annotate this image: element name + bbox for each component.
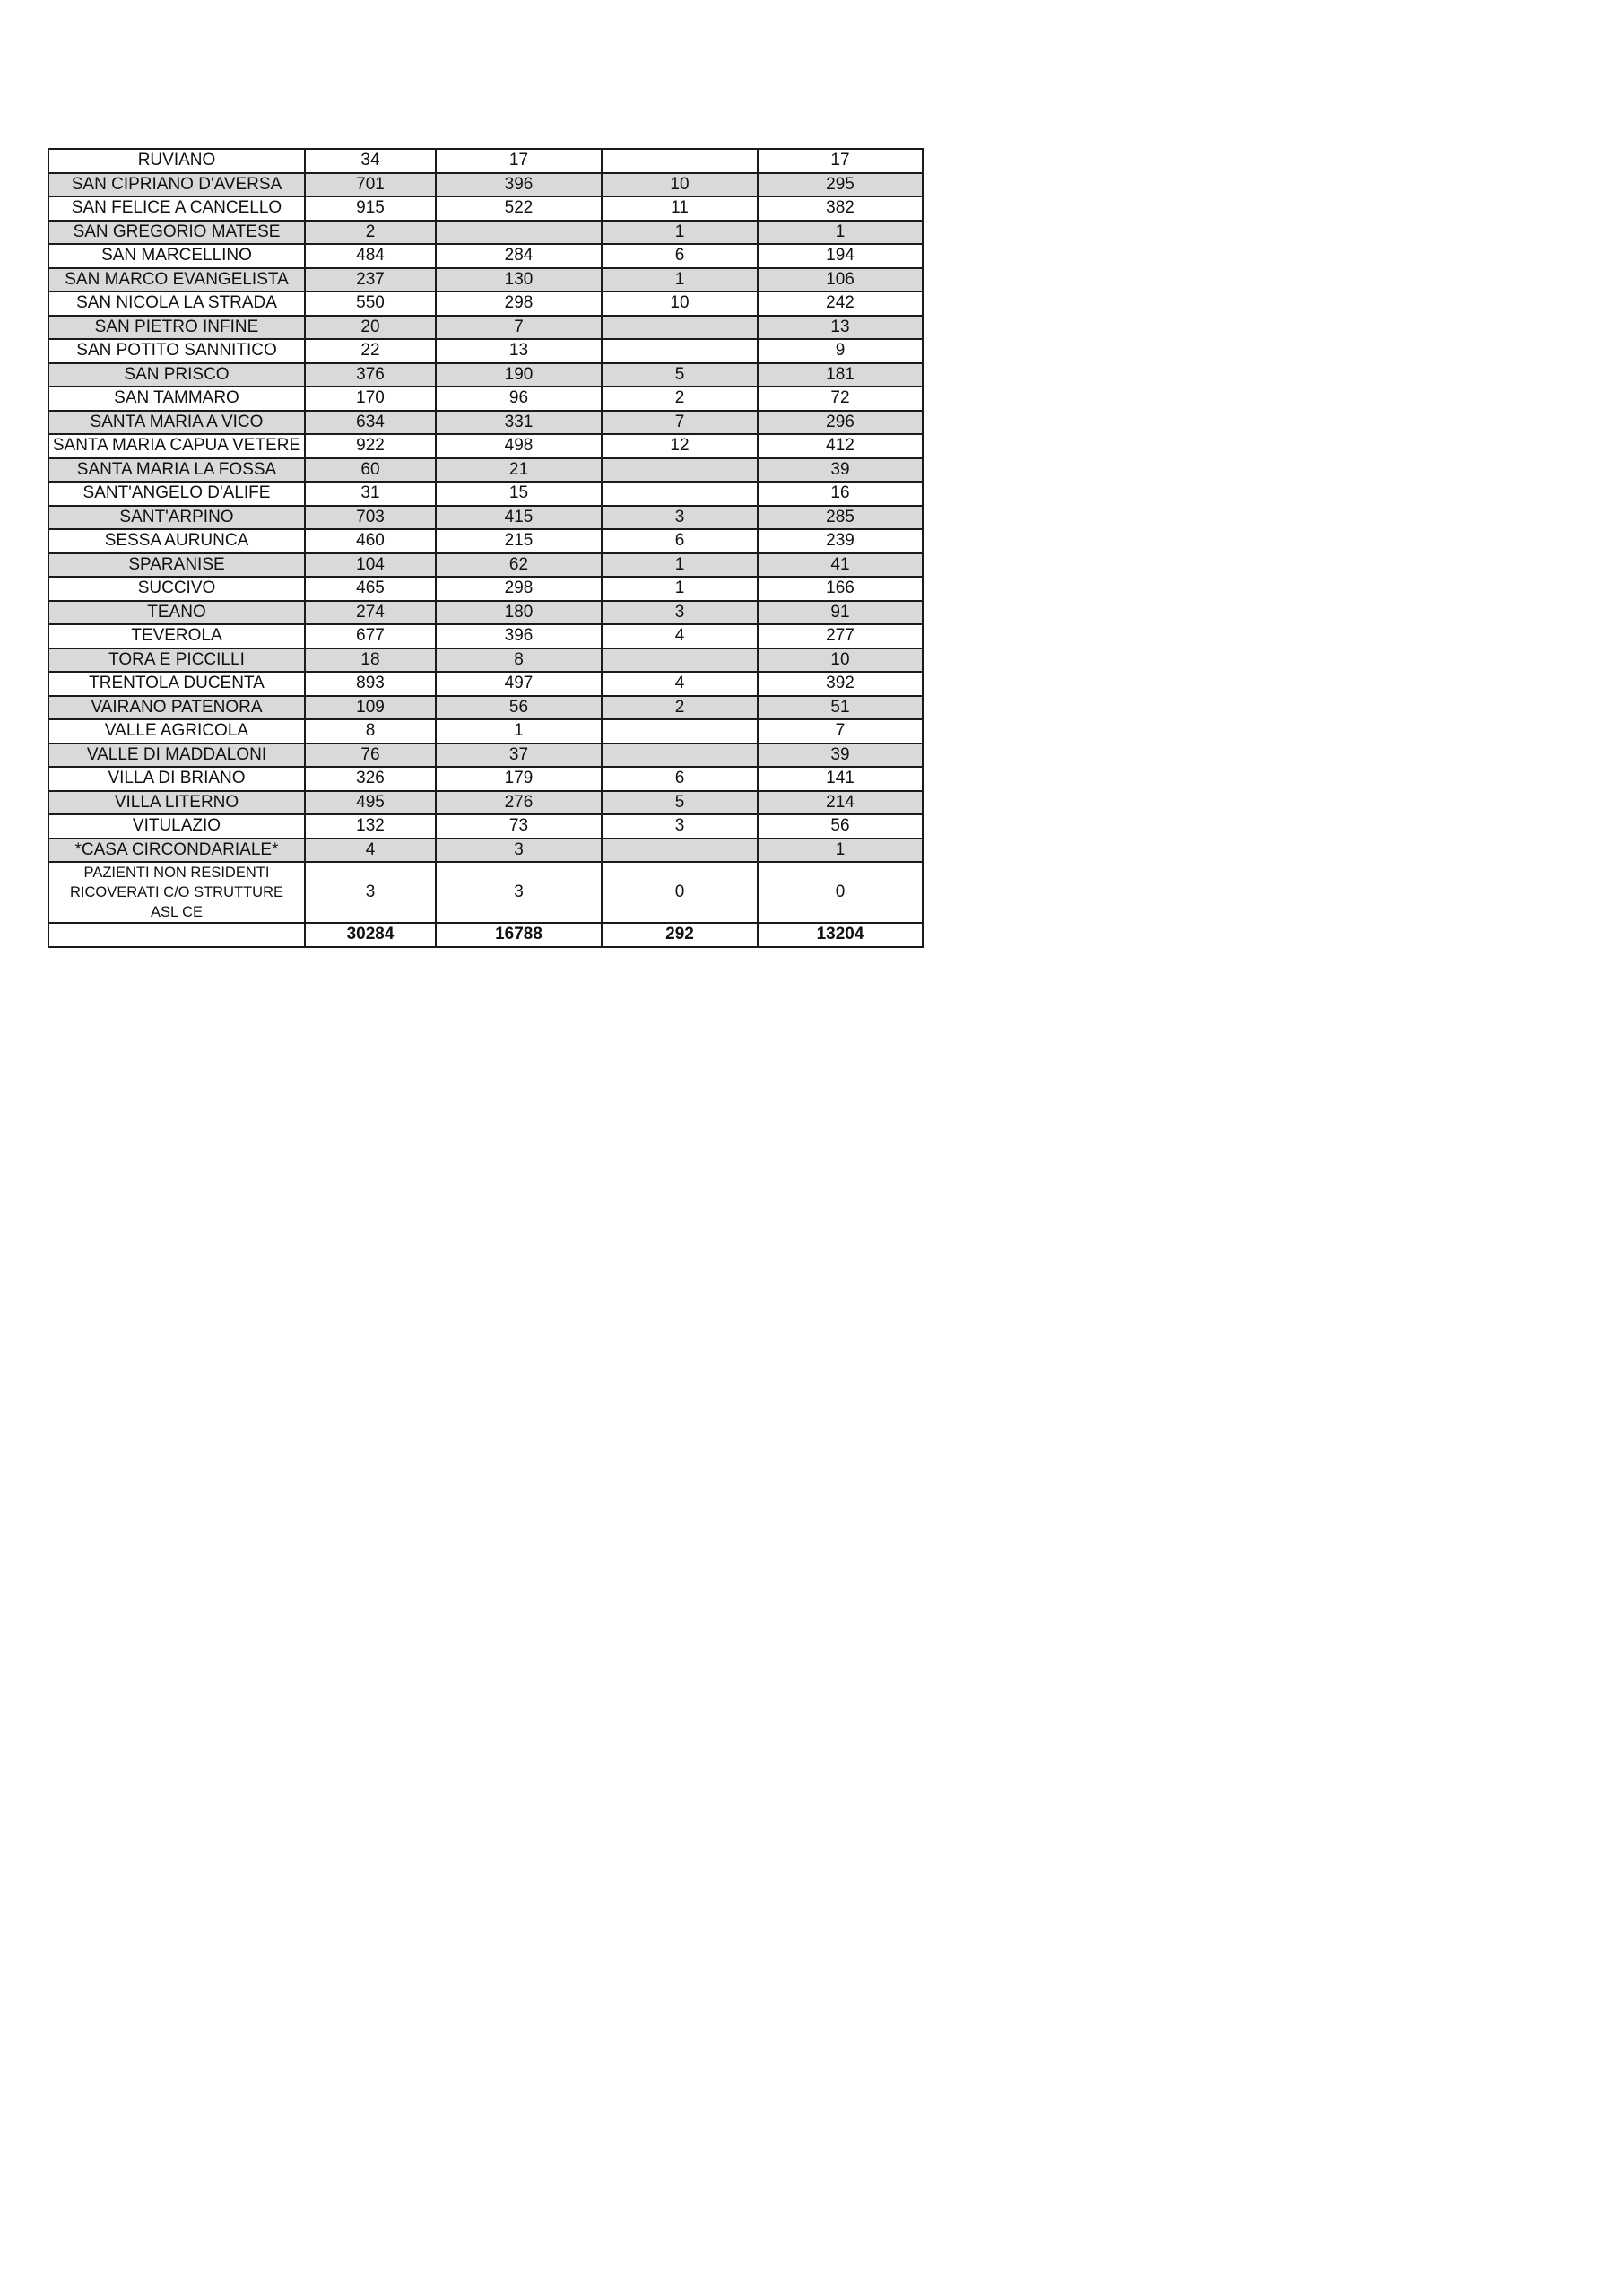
municipality-cell: VAIRANO PATENORA [48,696,305,720]
value-cell-3: 6 [602,529,758,553]
municipality-cell: SAN CIPRIANO D'AVERSA [48,173,305,197]
value-cell-3 [602,316,758,340]
value-cell-2: 37 [436,744,602,768]
value-cell-4: 13 [758,316,923,340]
value-cell-2: 1 [436,719,602,744]
value-cell-2: 284 [436,244,602,268]
value-cell-3 [602,482,758,506]
value-cell-2: 15 [436,482,602,506]
value-cell-4: 39 [758,744,923,768]
municipality-cell: SAN GREGORIO MATESE [48,221,305,245]
municipality-cell: SAN FELICE A CANCELLO [48,196,305,221]
value-cell-1: 20 [305,316,436,340]
municipality-cell: SPARANISE [48,553,305,578]
value-cell-4: 285 [758,506,923,530]
value-cell-3 [602,719,758,744]
value-cell-3: 6 [602,767,758,791]
value-cell-2: 498 [436,434,602,458]
value-cell-3: 5 [602,791,758,815]
value-cell-2: 3 [436,839,602,863]
table-row [48,839,923,863]
value-cell-2: 62 [436,553,602,578]
value-cell-2: 415 [436,506,602,530]
value-cell-1: 703 [305,506,436,530]
table-row [48,268,923,292]
municipality-cell: TEVEROLA [48,624,305,648]
value-cell-4: 72 [758,387,923,411]
value-cell-3: 3 [602,814,758,839]
value-cell-4: 0 [758,862,923,923]
table-row [48,221,923,245]
value-cell-1: 460 [305,529,436,553]
table-row [48,767,923,791]
table-body [48,149,923,947]
value-cell-2: 73 [436,814,602,839]
value-cell-1: 465 [305,577,436,601]
value-cell-4: 39 [758,458,923,483]
value-cell-1: 922 [305,434,436,458]
municipality-cell: SESSA AURUNCA [48,529,305,553]
municipality-cell: TRENTOLA DUCENTA [48,672,305,696]
value-cell-1: 31 [305,482,436,506]
value-cell-1: 22 [305,339,436,363]
value-cell-1: 550 [305,291,436,316]
value-cell-4: 106 [758,268,923,292]
value-cell-2: 56 [436,696,602,720]
value-cell-3: 0 [602,862,758,923]
table-row [48,553,923,578]
table-row [48,719,923,744]
value-cell-3 [602,648,758,673]
municipality-cell: RUVIANO [48,149,305,173]
municipality-cell: SAN TAMMARO [48,387,305,411]
value-cell-1: 132 [305,814,436,839]
value-cell-4: 17 [758,149,923,173]
value-cell-4: 91 [758,601,923,625]
value-cell-2: 215 [436,529,602,553]
table-row [48,387,923,411]
value-cell-4: 10 [758,648,923,673]
value-cell-4: 1 [758,839,923,863]
table-row [48,149,923,173]
municipality-cell: SAN MARCELLINO [48,244,305,268]
value-cell-1: 170 [305,387,436,411]
value-cell-3: 4 [602,672,758,696]
value-cell-2: 21 [436,458,602,483]
value-cell-3: 5 [602,363,758,387]
value-cell-1: 484 [305,244,436,268]
municipality-cell: SAN PIETRO INFINE [48,316,305,340]
value-cell-2: 16788 [436,923,602,947]
value-cell-1: 893 [305,672,436,696]
value-cell-2: 396 [436,624,602,648]
value-cell-1: 634 [305,411,436,435]
municipality-cell: PAZIENTI NON RESIDENTI RICOVERATI C/O STRUTTURE ASL CE [48,862,305,923]
table-row [48,196,923,221]
value-cell-3: 10 [602,173,758,197]
value-cell-4: 7 [758,719,923,744]
value-cell-2: 298 [436,291,602,316]
value-cell-1: 109 [305,696,436,720]
municipality-cell: VITULAZIO [48,814,305,839]
value-cell-2: 7 [436,316,602,340]
value-cell-2: 331 [436,411,602,435]
value-cell-3: 7 [602,411,758,435]
value-cell-4: 242 [758,291,923,316]
value-cell-1: 677 [305,624,436,648]
value-cell-4: 214 [758,791,923,815]
table-row [48,173,923,197]
value-cell-3: 1 [602,553,758,578]
table-row [48,696,923,720]
table-row [48,363,923,387]
value-cell-1: 326 [305,767,436,791]
municipality-cell: TEANO [48,601,305,625]
value-cell-1: 274 [305,601,436,625]
value-cell-4: 9 [758,339,923,363]
value-cell-2: 130 [436,268,602,292]
value-cell-3 [602,744,758,768]
value-cell-4: 181 [758,363,923,387]
value-cell-4: 16 [758,482,923,506]
value-cell-3: 1 [602,577,758,601]
value-cell-1: 18 [305,648,436,673]
value-cell-1: 376 [305,363,436,387]
value-cell-3: 11 [602,196,758,221]
value-cell-1: 104 [305,553,436,578]
value-cell-2: 276 [436,791,602,815]
municipality-cell: SANTA MARIA CAPUA VETERE [48,434,305,458]
data-table [48,148,924,948]
value-cell-2: 497 [436,672,602,696]
value-cell-4: 41 [758,553,923,578]
value-cell-2: 396 [436,173,602,197]
value-cell-3: 1 [602,221,758,245]
table-row [48,339,923,363]
value-cell-4: 296 [758,411,923,435]
value-cell-4: 382 [758,196,923,221]
value-cell-2: 17 [436,149,602,173]
value-cell-3: 3 [602,506,758,530]
value-cell-2: 96 [436,387,602,411]
table-row [48,529,923,553]
municipality-cell: SAN POTITO SANNITICO [48,339,305,363]
value-cell-1: 60 [305,458,436,483]
value-cell-4: 295 [758,173,923,197]
table-row [48,791,923,815]
value-cell-4: 1 [758,221,923,245]
value-cell-3: 2 [602,387,758,411]
table-row [48,672,923,696]
table-row [48,434,923,458]
table-row [48,316,923,340]
value-cell-1: 915 [305,196,436,221]
value-cell-1: 4 [305,839,436,863]
municipality-cell: SANT'ANGELO D'ALIFE [48,482,305,506]
value-cell-4: 412 [758,434,923,458]
value-cell-1: 2 [305,221,436,245]
value-cell-1: 30284 [305,923,436,947]
value-cell-2 [436,221,602,245]
table-row [48,458,923,483]
municipality-cell: VALLE AGRICOLA [48,719,305,744]
municipality-cell: SAN MARCO EVANGELISTA [48,268,305,292]
value-cell-4: 194 [758,244,923,268]
value-cell-1: 701 [305,173,436,197]
non-resident-patients-row [48,862,923,923]
table-row [48,744,923,768]
value-cell-1: 495 [305,791,436,815]
value-cell-2: 13 [436,339,602,363]
value-cell-4: 56 [758,814,923,839]
value-cell-3: 1 [602,268,758,292]
totals-row [48,923,923,947]
value-cell-1: 237 [305,268,436,292]
value-cell-1: 8 [305,719,436,744]
table-row [48,648,923,673]
value-cell-2: 298 [436,577,602,601]
municipality-cell: VALLE DI MADDALONI [48,744,305,768]
table-row [48,482,923,506]
value-cell-3: 2 [602,696,758,720]
table-row [48,624,923,648]
municipality-cell: SANT'ARPINO [48,506,305,530]
municipality-cell: TORA E PICCILLI [48,648,305,673]
value-cell-2: 180 [436,601,602,625]
table-row [48,244,923,268]
value-cell-3: 292 [602,923,758,947]
value-cell-3: 12 [602,434,758,458]
value-cell-1: 76 [305,744,436,768]
table-row [48,577,923,601]
municipality-cell [48,923,305,947]
value-cell-3: 3 [602,601,758,625]
table-row [48,506,923,530]
value-cell-4: 239 [758,529,923,553]
municipality-cell: VILLA LITERNO [48,791,305,815]
value-cell-4: 166 [758,577,923,601]
value-cell-4: 141 [758,767,923,791]
value-cell-3 [602,839,758,863]
value-cell-1: 34 [305,149,436,173]
value-cell-3: 4 [602,624,758,648]
table-row [48,411,923,435]
value-cell-3 [602,458,758,483]
value-cell-4: 277 [758,624,923,648]
value-cell-2: 179 [436,767,602,791]
value-cell-1: 3 [305,862,436,923]
table-row [48,601,923,625]
value-cell-2: 522 [436,196,602,221]
table-row [48,814,923,839]
table-row [48,291,923,316]
municipality-cell: SUCCIVO [48,577,305,601]
value-cell-4: 392 [758,672,923,696]
value-cell-4: 51 [758,696,923,720]
municipality-cell: SANTA MARIA LA FOSSA [48,458,305,483]
value-cell-3 [602,149,758,173]
value-cell-2: 3 [436,862,602,923]
municipality-cell: SAN PRISCO [48,363,305,387]
value-cell-2: 190 [436,363,602,387]
value-cell-3: 6 [602,244,758,268]
value-cell-3: 10 [602,291,758,316]
municipality-cell: VILLA DI BRIANO [48,767,305,791]
value-cell-2: 8 [436,648,602,673]
value-cell-3 [602,339,758,363]
municipality-cell: *CASA CIRCONDARIALE* [48,839,305,863]
municipality-cell: SAN NICOLA LA STRADA [48,291,305,316]
value-cell-4: 13204 [758,923,923,947]
municipality-cell: SANTA MARIA A VICO [48,411,305,435]
